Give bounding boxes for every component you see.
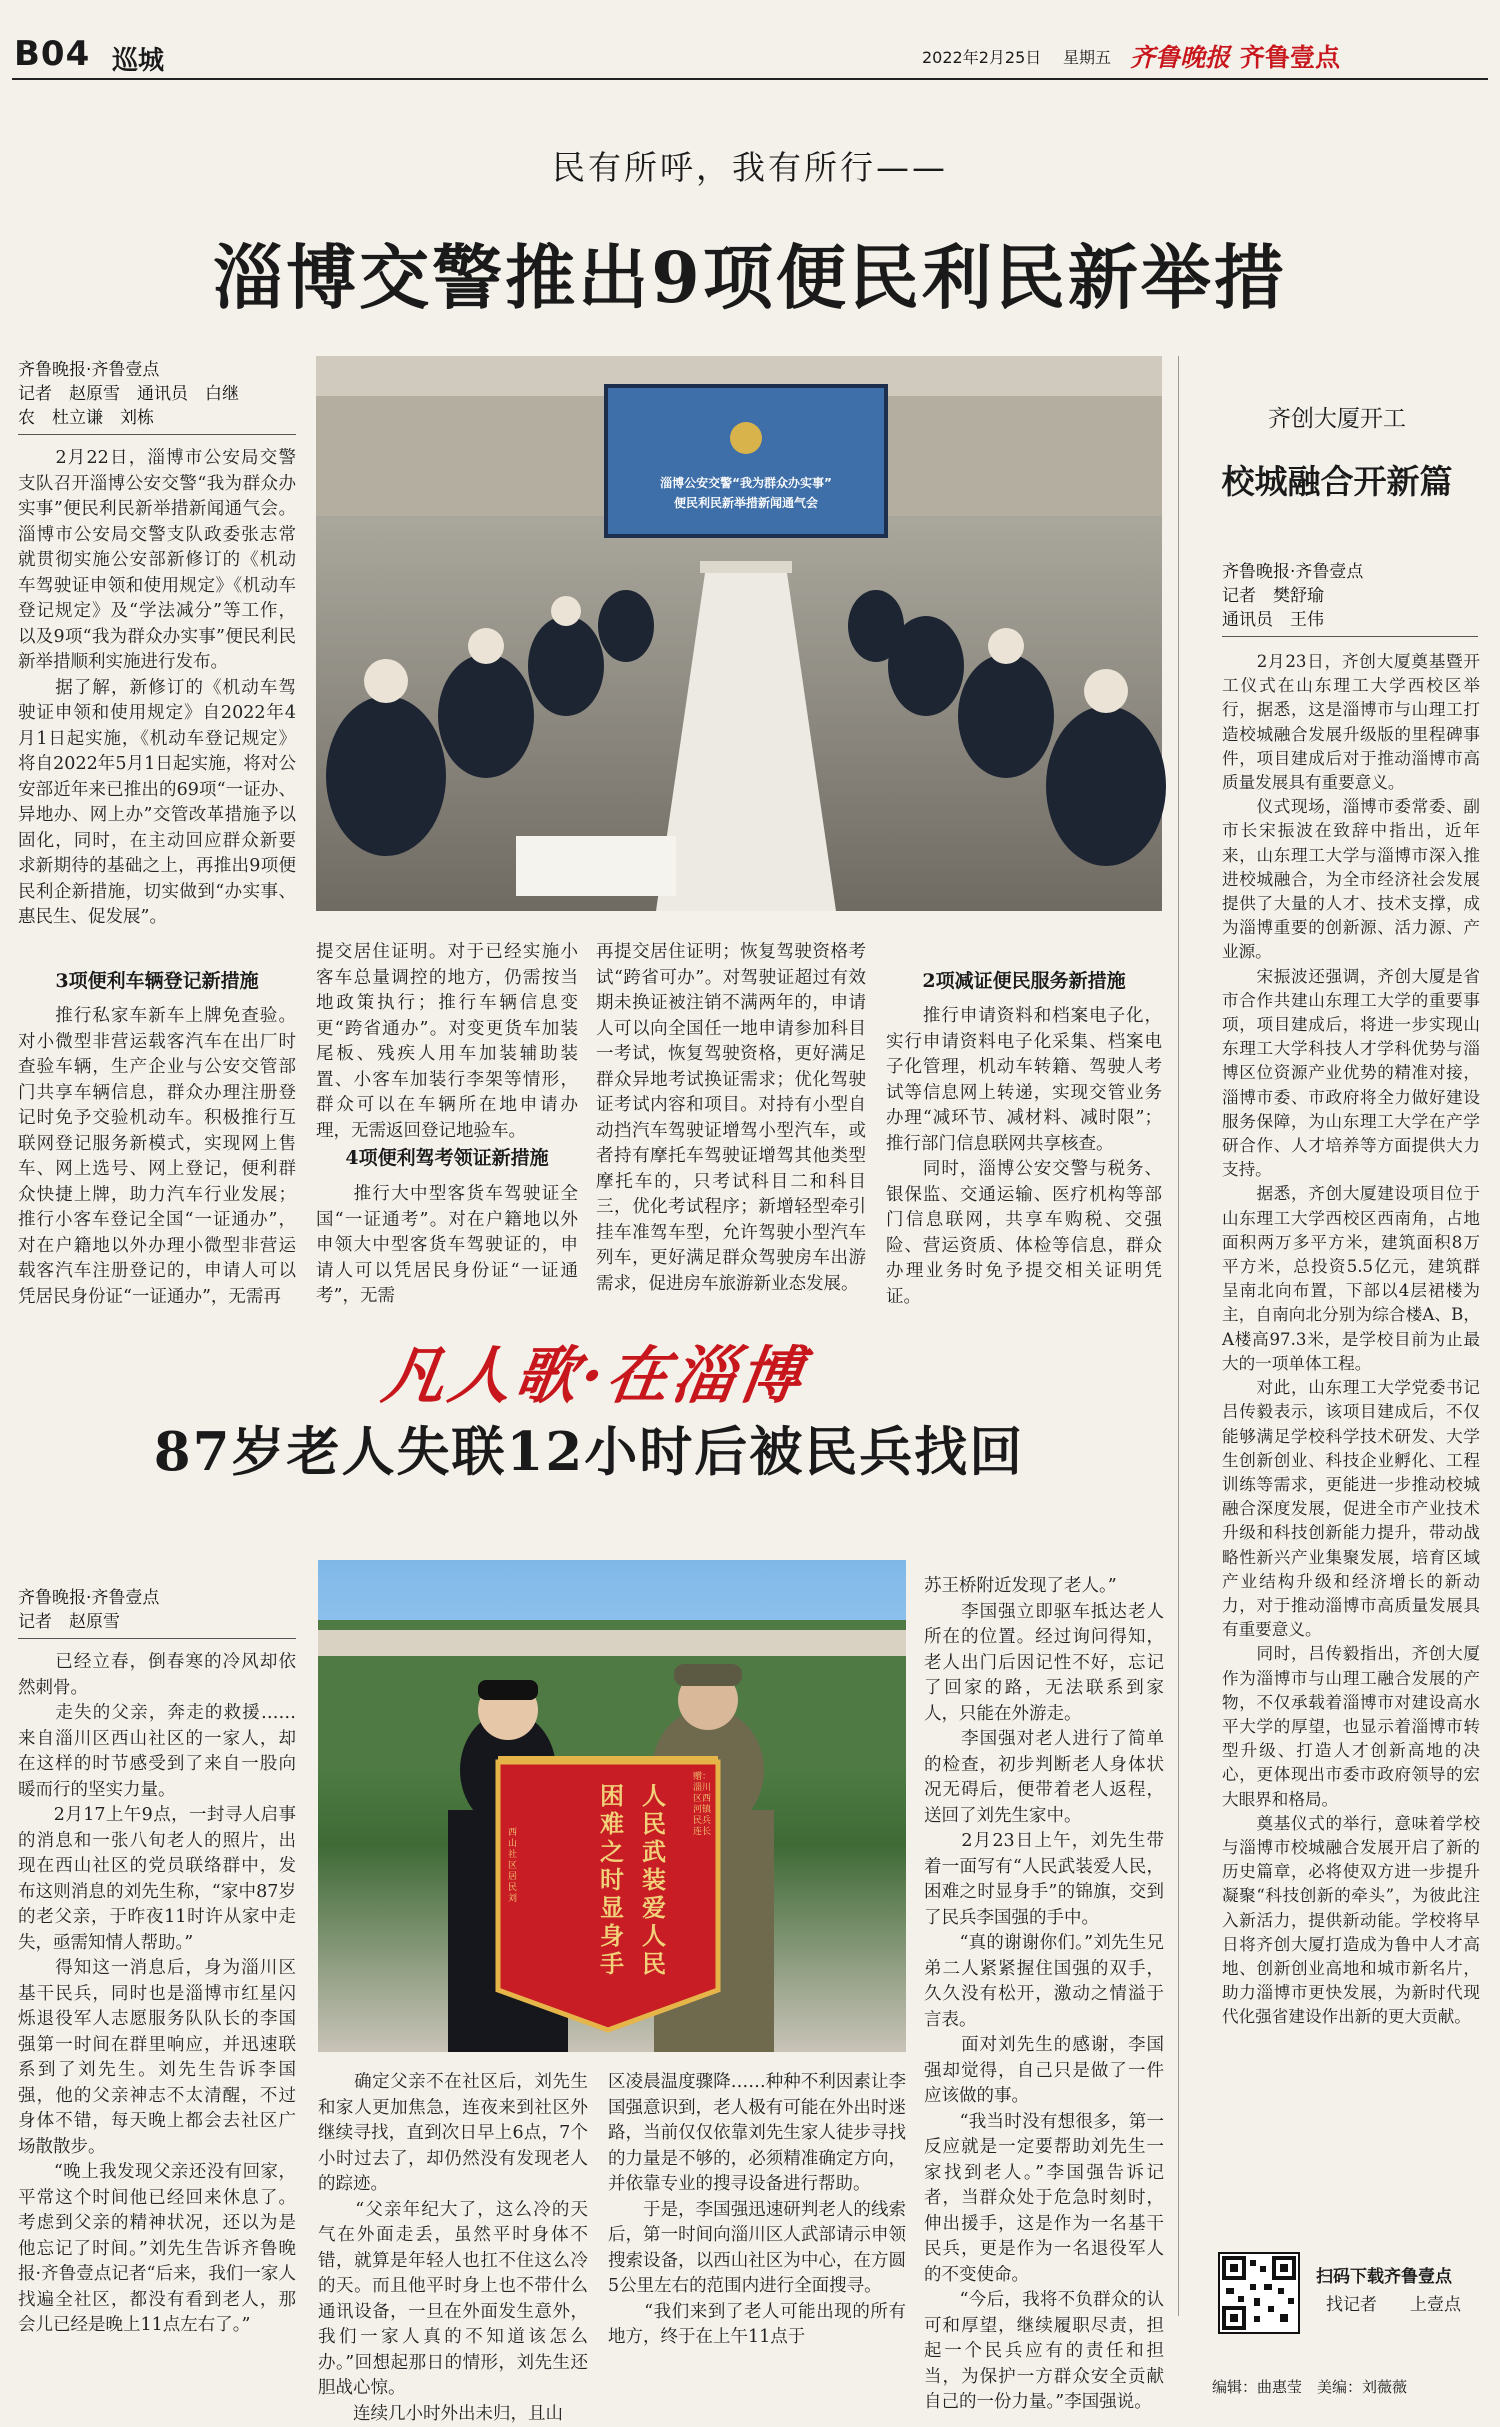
right-column-divider [1178,356,1179,2316]
story1-headline: 淄博交警推出9项便民利民新举措 [213,236,1287,319]
story3-body-col4: 苏王桥附近发现了老人。” 李国强立即驱车抵达老人所在的位置。经过询问得知，老人出门后因记性不好，忘记了回家的路，无法联系到家人，只能在外游走。 李国强对老人进行了简单的检查，初步判断老人身体状况无碍后，便带着老人返程，送回了刘先生家中。 2月23日上午，刘先生带着一面写有“人民武装爱人民，困难之时显身手”的锦旗，交到了民兵李国强的手中。 “真的谢谢你们。”刘先生兄弟二人紧紧握住国强的双手，久久没有松开，激动之情溢于言表。 面对刘先生的感谢，李国强却觉得，自己只是做了一件应该做的事。 “我当时没有想很多，第一反应就是一定要帮助刘先生一家找到老人。”李国强告诉记者，当群众处于危急时刻时，伸出援手，这是作为一名基干民兵，更是作为一名退役军人的不变使命。 “今后，我将不负群众的认可和厚望，继续履职尽责，担起一个民兵应有的责任和担当，为保护一方群众安全贡献自己的一份力量。”李国强说。 [924,1576,1164,2412]
qr-sub-go: 上壹点 [1410,2295,1461,2315]
story2-byline-divider [1222,636,1478,637]
page-number: B04 [14,34,91,74]
meeting-banner-line1: 淄博公安交警“我为群众办实事” [660,476,832,490]
meeting-photo-graphic [316,356,1162,911]
story3-body-col3: 区凌晨温度骤降……种种不利因素让李国强意识到，老人极有可能在外出时迷路，当前仅仅依靠刘先生家人徒步寻找的力量是不够的，必须精准确定方向，并依靠专业的搜寻设备进行帮助。 于是，李国强迅速研判老人的线索后，第一时间向淄川区人武部请示申领搜索设备，以西山社区为中心，在方圆5公里左右的范围内进行全面搜寻。 “我们来到了老人可能出现的所有地方，终于在上午11点于 [608,2072,906,2347]
story1-body-intro: 2月22日，淄博市公安局交警支队召开淄博公安交警“我为群众办实事”便民利民新举措新闻通气会。淄博市公安局交警支队政委张志常就贯彻实施公安部新修订的《机动车驾驶证申领和使用规定》《机动车登记规定》及“学法减分”等工作，以及9项“我为群众办实事”便民利民新举措顺利实施进行发布。 据了解，新修订的《机动车驾驶证申领和使用规定》自2022年4月1日起实施，《机动车登记规定》将自2022年5月1日起实施，将对公安部近年来已推出的69项“一证办、异地办、网上办”交管改革措施予以固化，同时，在主动回应群众新要求新期待的基础之上，再推出9项便民利企新措施，切实做到“办实事、惠民生、促发展”。 [18,448,296,927]
subhead-driving-license: 4项便利驾考领证新措施 [345,1147,549,1169]
qr-graphic [1220,2254,1298,2332]
story1-body-col3: 再提交居住证明；恢复驾驶资格考试“跨省可办”。对驾驶证超过有效期未换证被注销不满两年的，申请人可以向全国任一地申请参加科目一考试，恢复驾驶资格，更好满足群众异地考试换证需求；优化驾驶证考试内容和项目。对持有小型自动挡汽车驾驶证增驾小型汽车，或者持有摩托车驾驶证增驾其他类型摩托车的，只考试科目二和科目三，优化考试程序；新增轻型牵引挂车准驾车型，允许驾驶小型汽车列车，更好满足群众驾驶房车出游需求，促进房车旅游新业态发展。 [596,942,866,1294]
pennant-photo [318,1560,906,2052]
story1-byline-cont: 农 杜立谦 刘栋 [18,408,154,428]
story1-body-license: 推行大中型客货车驾驶证全国“一证通考”。对在户籍地以外申领大中型客货车驾驶证的，申请人可以凭居民身份证“一证通考”，无需 [316,1184,578,1306]
story3-source: 齐鲁晚报·齐鲁壹点 [18,1588,160,1608]
pennant-line1: 人民武装爱人民 [642,1781,666,1978]
app-logo: 齐鲁壹点 [1240,43,1341,72]
section-name: 巡城 [112,46,165,76]
byline-divider [18,434,296,435]
story1-kicker: 民有所呼，我有所行—— [552,148,948,187]
subhead-fewer-documents: 2项减证便民服务新措施 [922,970,1126,992]
story3-byline: 记者 赵原雪 [18,1612,120,1632]
issue-weekday: 星期五 [1063,48,1112,67]
story2-headline: 校城融合开新篇 [1221,462,1453,501]
story2-kicker: 齐创大厦开工 [1268,406,1406,432]
story2-byline: 记者 樊舒瑜 [1222,586,1324,606]
subhead-vehicle-registration: 3项便利车辆登记新措施 [55,970,259,992]
meeting-banner-line2: 便民利民新举措新闻通气会 [673,496,818,510]
masthead-rule [12,78,1488,80]
story1-byline: 记者 赵原雪 通讯员 白继 [18,384,239,404]
issue-date: 2022年2月25日 [922,48,1042,67]
story1-body-registration: 推行私家车新车上牌免查验。对小微型非营运载客汽车在出厂时查验车辆，生产企业与公安交管部门共享车辆信息，群众办理注册登记时免予交验机动车。积极推行互联网登记服务新模式，实现网上售车、网上选号、网上登记，便利群众快捷上牌，助力汽车行业发展；推行小客车登记全国“一证通办”，对在户籍地以外办理小微型非营运载客汽车注册登记的，申请人可以凭居民身份证“一证通办”，无需再 [18,1006,296,1307]
story2-body: 2月23日，齐创大厦奠基暨开工仪式在山东理工大学西校区举行，据悉，这是淄博市与山理工打造校城融合发展升级版的里程碑事件，项目建成后对于推动淄博市高质量发展具有重要意义。 仪式现场，淄博市委常委、副市长宋振波在致辞中指出，近年来，山东理工大学与淄博市深入推进校城融合，为全市经济社会发展提供了大量的人才、技术支撑，成为淄博重要的创新源、活力源、产业源。 宋振波还强调，齐创大厦是省市合作共建山东理工大学的重要事项，项目建成后，将进一步实现山东理工大学科技人才学科优势与淄博区位资源产业优势的精准对接，淄博市委、市政府将全力做好建设服务保障，为山东理工大学在产学研合作、人才培养等方面提供大力支持。 据悉，齐创大厦建设项目位于山东理工大学西校区西南角，占地面积两万多平方米，建筑面积8万平方米，总投资5.5亿元，建筑群呈南北向布置，下部以4层裙楼为主，自南向北分别为综合楼A、B，A楼高97.3米，是学校目前为止最大的一项单体工程。 对此，山东理工大学党委书记吕传毅表示，该项目建成后，不仅能够满足学校科学技术研发、大学生创新创业、科技企业孵化、工程训练等需求，更能进一步推动校城融合深度发展，促进全市产业技术升级和科技创新能力提升，带动战略性新兴产业集聚发展，培育区域产业结构升级和经济增长的新动力，对于推动淄博市高质量发展具有重要意义。 同时，吕传毅指出，齐创大厦作为淄博市与山理工融合发展的产物，不仅承载着淄博市对建设高水平大学的厚望，也显示着淄博市转型升级、打造人才创新高地的决心，更体现出市委市政府领导的宏大眼界和格局。 奠基仪式的举行，意味着学校与淄博市校城融合发展开启了新的历史篇章，必将使双方进一步提升凝聚“科技创新的牵头”，为彼此注入新活力，提供新动能。学校将早日将齐创大厦打造成为鲁中人才高地、创新创业高地和城市新名片，助力淄博市更快发展，为新时代现代化强省建设作出新的更大贡献。 [1222,652,1480,2027]
story3-headline: 87岁老人失联12小时后被民兵找回 [153,1421,1025,1483]
editor-credit: 编辑：曲惠莹 美编：刘薇薇 [1212,2378,1408,2396]
pennant-signature: 西山社区居民刘 [508,1828,518,1904]
story1-body-col4: 推行申请资料和档案电子化，实行申请资料电子化采集、档案电子化管理，机动车转籍、驾驶人考试等信息网上转递，实现交管业务办理“减环节、减材料、减时限”；推行部门信息联网共享核查。 同时，淄博公安交警与税务、银保监、交通运输、医疗机构等部门信息联网，共享车购税、交强险、营运资质、体检等信息，群众办理业务时免予提交相关证明凭证。 [886,1006,1162,1307]
download-qr-code[interactable] [1218,2252,1300,2334]
column-banner: 凡人歌·在淄博 [378,1339,811,1412]
story2-source: 齐鲁晚报·齐鲁壹点 [1222,562,1364,582]
story2-byline-cont: 通讯员 王伟 [1222,610,1324,630]
story3-byline-divider [18,1638,296,1639]
paper-logo: 齐鲁晚报 [1130,43,1231,72]
qr-label: 扫码下载齐鲁壹点 [1316,2267,1452,2287]
pennant-dedication: 赠：淄川区西河镇民兵连长 [693,1772,712,1837]
meeting-photo [316,356,1162,911]
story1-body-col2: 提交居住证明。对于已经实施小客车总量调控的地方，仍需按当地政策执行；推行车辆信息变更“跨省通办”。对变更货车加装尾板、残疾人用车加装辅助装置、小客车加装行李架等情形，群众可以在车辆所在地申请办理，无需返回登记地验车。 [316,942,578,1141]
story1-source: 齐鲁晚报·齐鲁壹点 [18,360,160,380]
story3-body-col1: 已经立春，倒春寒的冷风却依然刺骨。 走失的父亲，奔走的救援……来自淄川区西山社区的一家人，却在这样的时节感受到了来自一股向暖而行的坚实力量。 2月17上午9点，一封寻人启事的消息和一张八旬老人的照片，出现在西山社区的党员联络群中，发布这则消息的刘先生称，“家中87岁的老父亲，于昨夜11时许从家中走失，亟需知情人帮助。” 得知这一消息后，身为淄川区基干民兵，同时也是淄博市红星闪烁退役军人志愿服务队队长的李国强第一时间在群里响应，并迅速联系到了刘先生。刘先生告诉李国强，他的父亲神志不太清醒，不过身体不错，每天晚上都会去社区广场散散步。 “晚上我发现父亲还没有回家，平常这个时间他已经回来休息了。考虑到父亲的精神状况，还以为是他忘记了时间。”刘先生告诉齐鲁晚报·齐鲁壹点记者“后来，我们一家人找遍全社区，都没有看到老人，那会儿已经是晚上11点左右了。” [18,1652,296,2335]
qr-sub-find: 找记者 [1326,2295,1377,2315]
pennant-line2: 困难之时显身手 [600,1781,624,1978]
story3-body-col2: 确定父亲不在社区后，刘先生和家人更加焦急，连夜来到社区外继续寻找，直到次日早上6点，7个小时过去了，却仍然没有发现老人的踪迹。 “父亲年纪大了，这么冷的天气在外面走丢，虽然平时身体不错，就算是年轻人也扛不住这么冷的天。而且他平时身上也不带什么通讯设备，一旦在外面发生意外，我们一家人真的不知道该怎么办。”回想起那日的情形，刘先生还胆战心惊。 连续几小时外出未归，且山 [318,2072,588,2424]
